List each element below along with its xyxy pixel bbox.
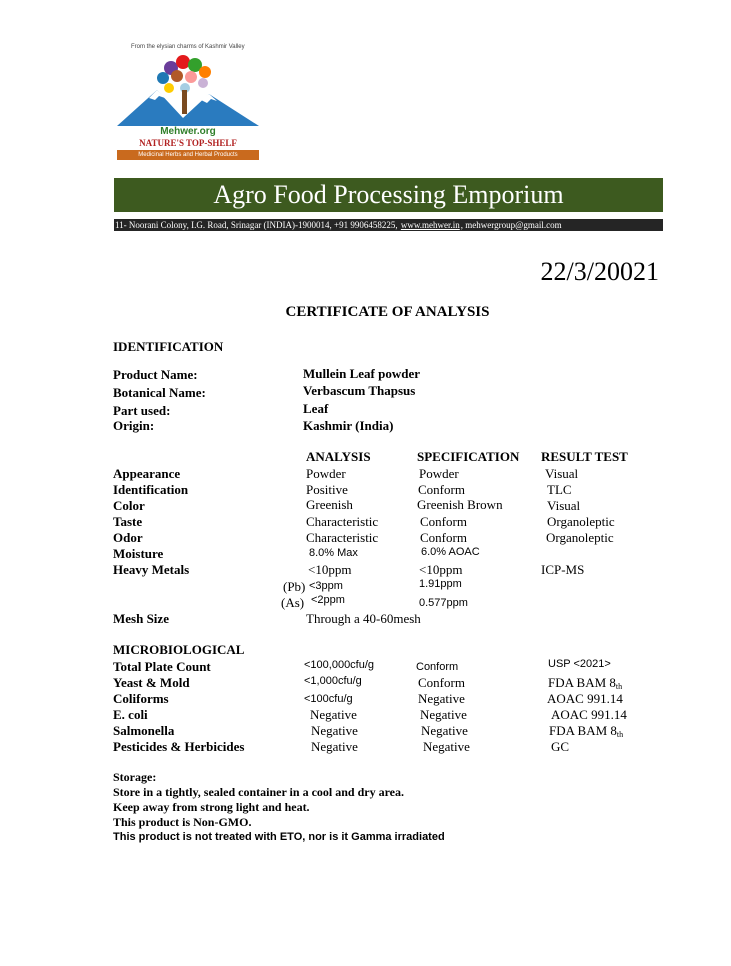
page-title: CERTIFICATE OF ANALYSIS [285, 304, 490, 320]
identification-heading: IDENTIFICATION [113, 339, 224, 354]
cell-spec: Conform [420, 514, 467, 529]
cell-analysis: Negative [311, 723, 358, 738]
cell-result: Visual [547, 498, 581, 513]
cell-analysis: Negative [311, 739, 358, 754]
mesh-value: Through a 40-60mesh [306, 611, 421, 626]
row-label: Odor [113, 530, 143, 545]
cell-spec: <10ppm [419, 562, 463, 577]
cell-analysis: Greenish [306, 497, 353, 512]
cell-spec: 6.0% AOAC [421, 546, 480, 558]
company-logo [113, 38, 263, 162]
row-label: Identification [113, 482, 189, 497]
cell-analysis: <1,000cfu/g [304, 675, 362, 687]
field-label: Product Name: [113, 367, 198, 382]
field-value: Verbascum Thapsus [303, 383, 416, 398]
field-value: Leaf [303, 401, 329, 416]
cell-analysis: 8.0% Max [309, 547, 358, 559]
column-header-result: RESULT TEST [541, 449, 628, 464]
cell-spec: Powder [419, 466, 459, 481]
row-label: Pesticides & Herbicides [113, 739, 245, 754]
address-bar [114, 219, 663, 231]
storage-line: This product is Non-GMO. [113, 815, 252, 829]
cell-analysis: Powder [306, 466, 346, 481]
field-value: Kashmir (India) [303, 418, 394, 433]
column-header-specification: SPECIFICATION [417, 449, 520, 464]
cell-analysis: Characteristic [306, 530, 379, 545]
cell-analysis: <100,000cfu/g [304, 659, 375, 671]
field-label: Origin: [113, 418, 155, 433]
storage-section [113, 770, 445, 845]
logo-tagline: From the elysian charms of Kashmir Valley [131, 44, 245, 50]
row-label: Color [113, 498, 145, 513]
row-label: Mesh Size [113, 611, 169, 626]
field-label: Part used: [113, 403, 171, 418]
website-link[interactable]: www.mehwer.in [400, 220, 460, 230]
cell-spec: Conform [416, 661, 459, 673]
cell-result: AOAC 991.14 [551, 707, 627, 722]
cell-result: Organoleptic [547, 514, 615, 529]
cell-spec: Conform [420, 530, 467, 545]
logo-site: Mehwer.org [160, 126, 216, 137]
row-label: Salmonella [113, 723, 175, 738]
cell-result: TLC [547, 482, 572, 497]
company-banner: Agro Food Processing Emporium [114, 178, 663, 212]
column-header-analysis: ANALYSIS [306, 449, 371, 464]
cell-spec: Conform [418, 675, 465, 690]
row-label: Coliforms [113, 691, 169, 706]
cell-analysis: <10ppm [308, 562, 352, 577]
storage-line: Keep away from strong light and heat. [113, 800, 310, 814]
contact-email: , mehwergroup@gmail.com [460, 220, 562, 230]
row-label: Taste [113, 514, 143, 529]
row-label: Total Plate Count [113, 659, 211, 674]
certificate-date: 22/3/20021 [540, 257, 659, 286]
cell-result: Visual [545, 466, 579, 481]
cell-spec: Conform [418, 482, 465, 497]
row-label: Moisture [113, 546, 164, 561]
cell-analysis: Negative [310, 707, 357, 722]
cell-spec: Negative [423, 739, 470, 754]
cell-spec: Negative [418, 691, 465, 706]
as-symbol: (As) [281, 595, 305, 610]
field-label: Botanical Name: [113, 385, 206, 400]
cell-result: GC [551, 739, 570, 754]
pb-spec: 1.91ppm [419, 578, 462, 590]
logo-ribbon: Medicinal Herbs and Herbal Products [117, 150, 259, 160]
cell-result: Organoleptic [546, 530, 614, 545]
pb-analysis: <3ppm [309, 580, 343, 592]
pb-symbol: (Pb) [283, 579, 306, 594]
cell-spec: Negative [420, 707, 467, 722]
row-label: Yeast & Mold [113, 675, 190, 690]
address-text: 11- Noorani Colony, I.G. Road, Srinagar (INDIA)-1900014, +91 9906458225, [115, 220, 400, 230]
as-spec: 0.577ppm [419, 597, 468, 609]
cell-result: AOAC 991.14 [547, 691, 623, 706]
row-label: Appearance [113, 466, 181, 481]
storage-heading: Storage: [113, 770, 157, 784]
storage-line: Store in a tightly, sealed container in a cool and dry area. [113, 785, 405, 799]
cell-analysis: <100cfu/g [304, 693, 353, 705]
cell-analysis: Characteristic [306, 514, 379, 529]
cell-result: ICP-MS [541, 562, 585, 577]
cell-result: FDA BAM $8_{th}$ [548, 675, 623, 691]
row-label: E. coli [113, 707, 148, 722]
row-label: Heavy Metals [113, 562, 190, 577]
storage-line: This product is not treated with ETO, nor is it Gamma irradiated [113, 831, 445, 843]
cell-spec: Greenish Brown [417, 497, 503, 512]
cell-result: USP <2021> [548, 658, 611, 670]
as-analysis: <2ppm [311, 594, 345, 606]
logo-brand: NATURE'S TOP-SHELF [139, 138, 237, 148]
cell-result: FDA BAM $8_{th}$ [549, 723, 624, 739]
cell-analysis: Positive [306, 482, 348, 497]
cell-spec: Negative [421, 723, 468, 738]
micro-heading: MICROBIOLOGICAL [113, 642, 245, 657]
field-value: Mullein Leaf powder [303, 366, 420, 381]
